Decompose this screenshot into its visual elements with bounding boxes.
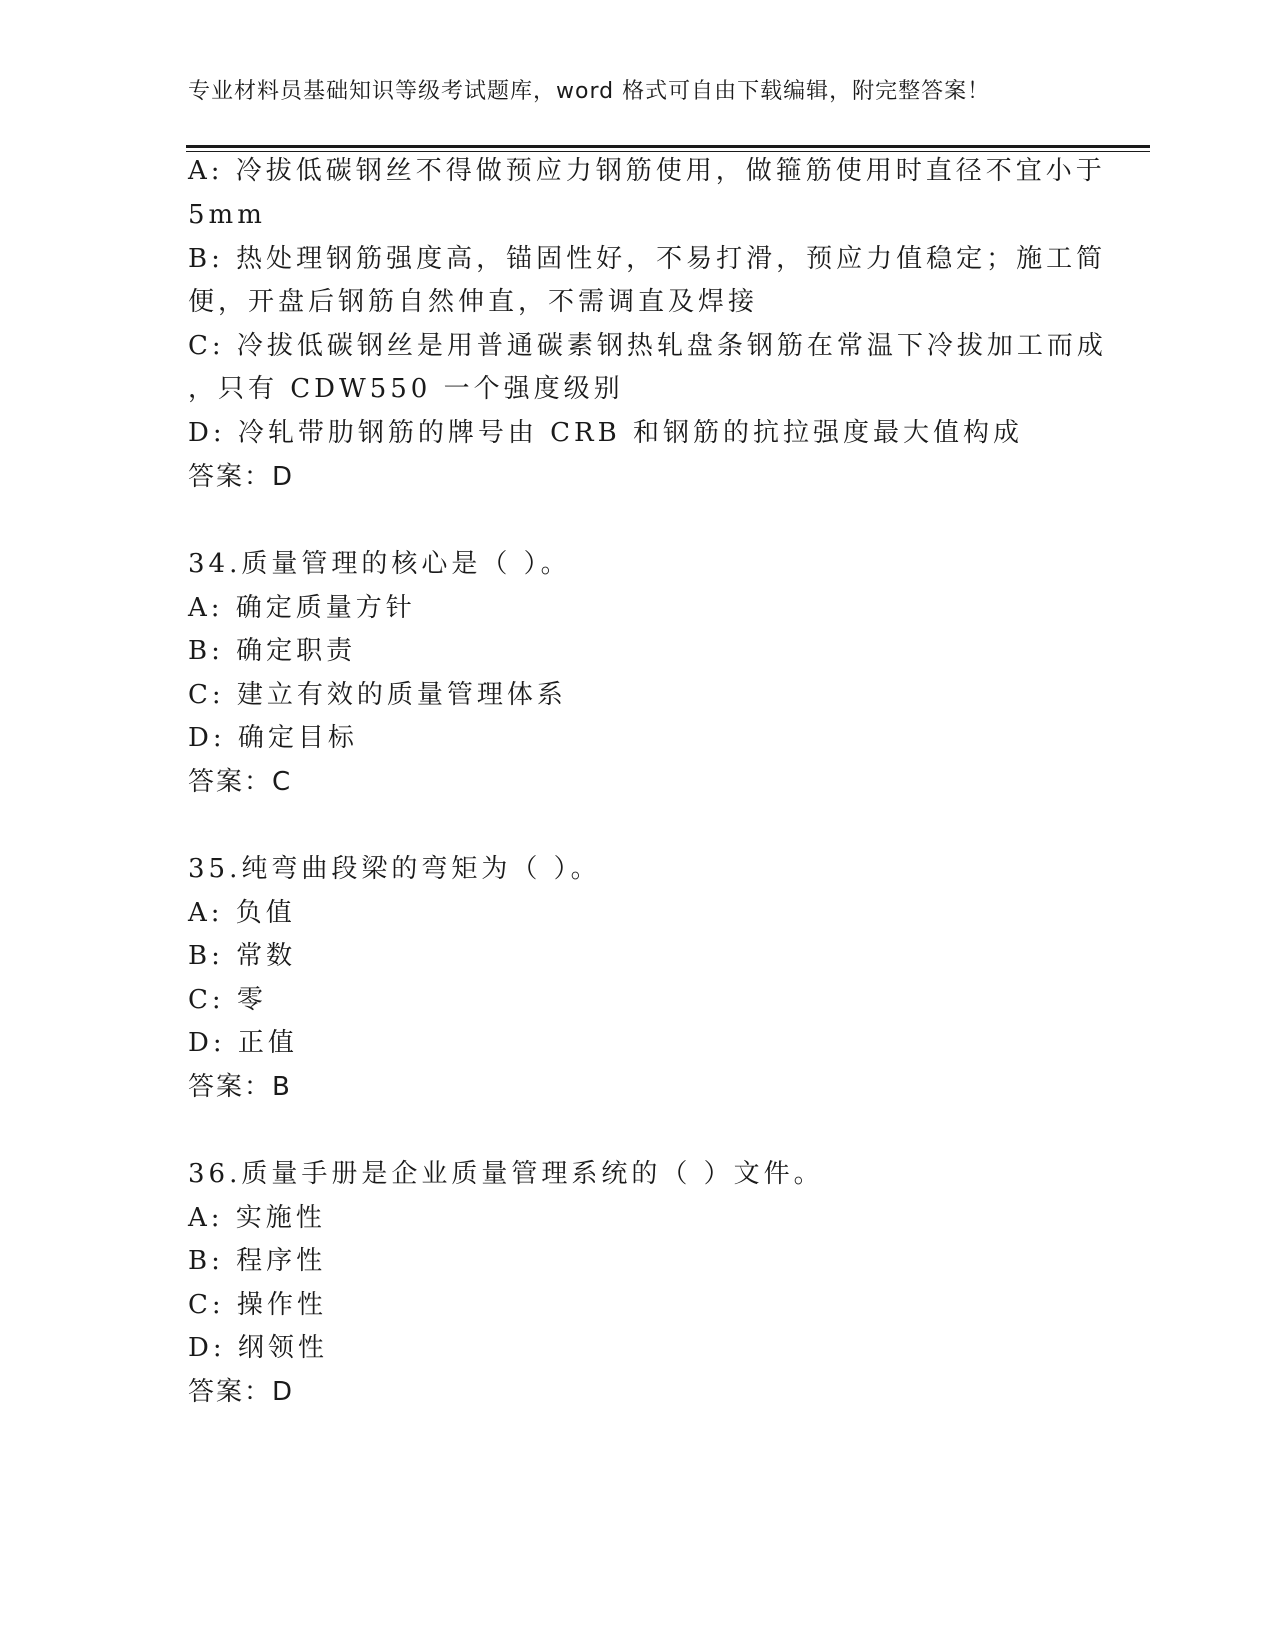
option-a: A: 负值: [188, 898, 296, 928]
option-a: A: 实施性: [188, 1203, 326, 1233]
option-a: A: 确定质量方针: [188, 593, 416, 623]
option-c: C: 零: [188, 985, 267, 1015]
option-d: D: 确定目标: [188, 723, 358, 753]
option-c: C: 建立有效的质量管理体系: [188, 680, 567, 710]
option-b: B: 常数: [188, 941, 297, 971]
question-text: 36.质量手册是企业质量管理系统的（ ）文件。: [188, 1159, 824, 1189]
header-text: 专业材料员基础知识等级考试题库，word 格式可自由下载编辑，附完整答案！: [188, 79, 991, 104]
option-d: D: 纲领性: [188, 1333, 328, 1363]
option-b-line-2: 便，开盘后钢筋自然伸直，不需调直及焊接: [188, 287, 759, 317]
header-rule-thin: [186, 151, 1150, 152]
option-c: C: 操作性: [188, 1290, 327, 1320]
option-d: D: 冷轧带肋钢筋的牌号由 CRB 和钢筋的抗拉强度最大值构成: [188, 418, 1023, 448]
option-b: B: 程序性: [188, 1246, 327, 1276]
question-text: 35.纯弯曲段梁的弯矩为（ ）。: [188, 854, 601, 884]
answer: 答案：D: [188, 462, 295, 492]
question-text: 34.质量管理的核心是（ ）。: [188, 549, 571, 579]
header-rule-thick: [186, 145, 1150, 148]
answer: 答案：C: [188, 767, 293, 797]
answer: 答案：D: [188, 1377, 295, 1407]
option-c-line-1: C: 冷拔低碳钢丝是用普通碳素钢热轧盘条钢筋在常温下冷拔加工而成: [188, 331, 1107, 361]
option-b-line-1: B: 热处理钢筋强度高，锚固性好，不易打滑，预应力值稳定；施工简: [188, 244, 1107, 274]
option-a-line-2: 5mm: [188, 200, 266, 230]
answer: 答案：B: [188, 1072, 292, 1102]
option-b: B: 确定职责: [188, 636, 357, 666]
option-a-line-1: A: 冷拔低碳钢丝不得做预应力钢筋使用，做箍筋使用时直径不宜小于: [188, 156, 1106, 186]
option-d: D: 正值: [188, 1028, 298, 1058]
option-c-line-2: ，只有 CDW550 一个强度级别: [188, 374, 624, 404]
